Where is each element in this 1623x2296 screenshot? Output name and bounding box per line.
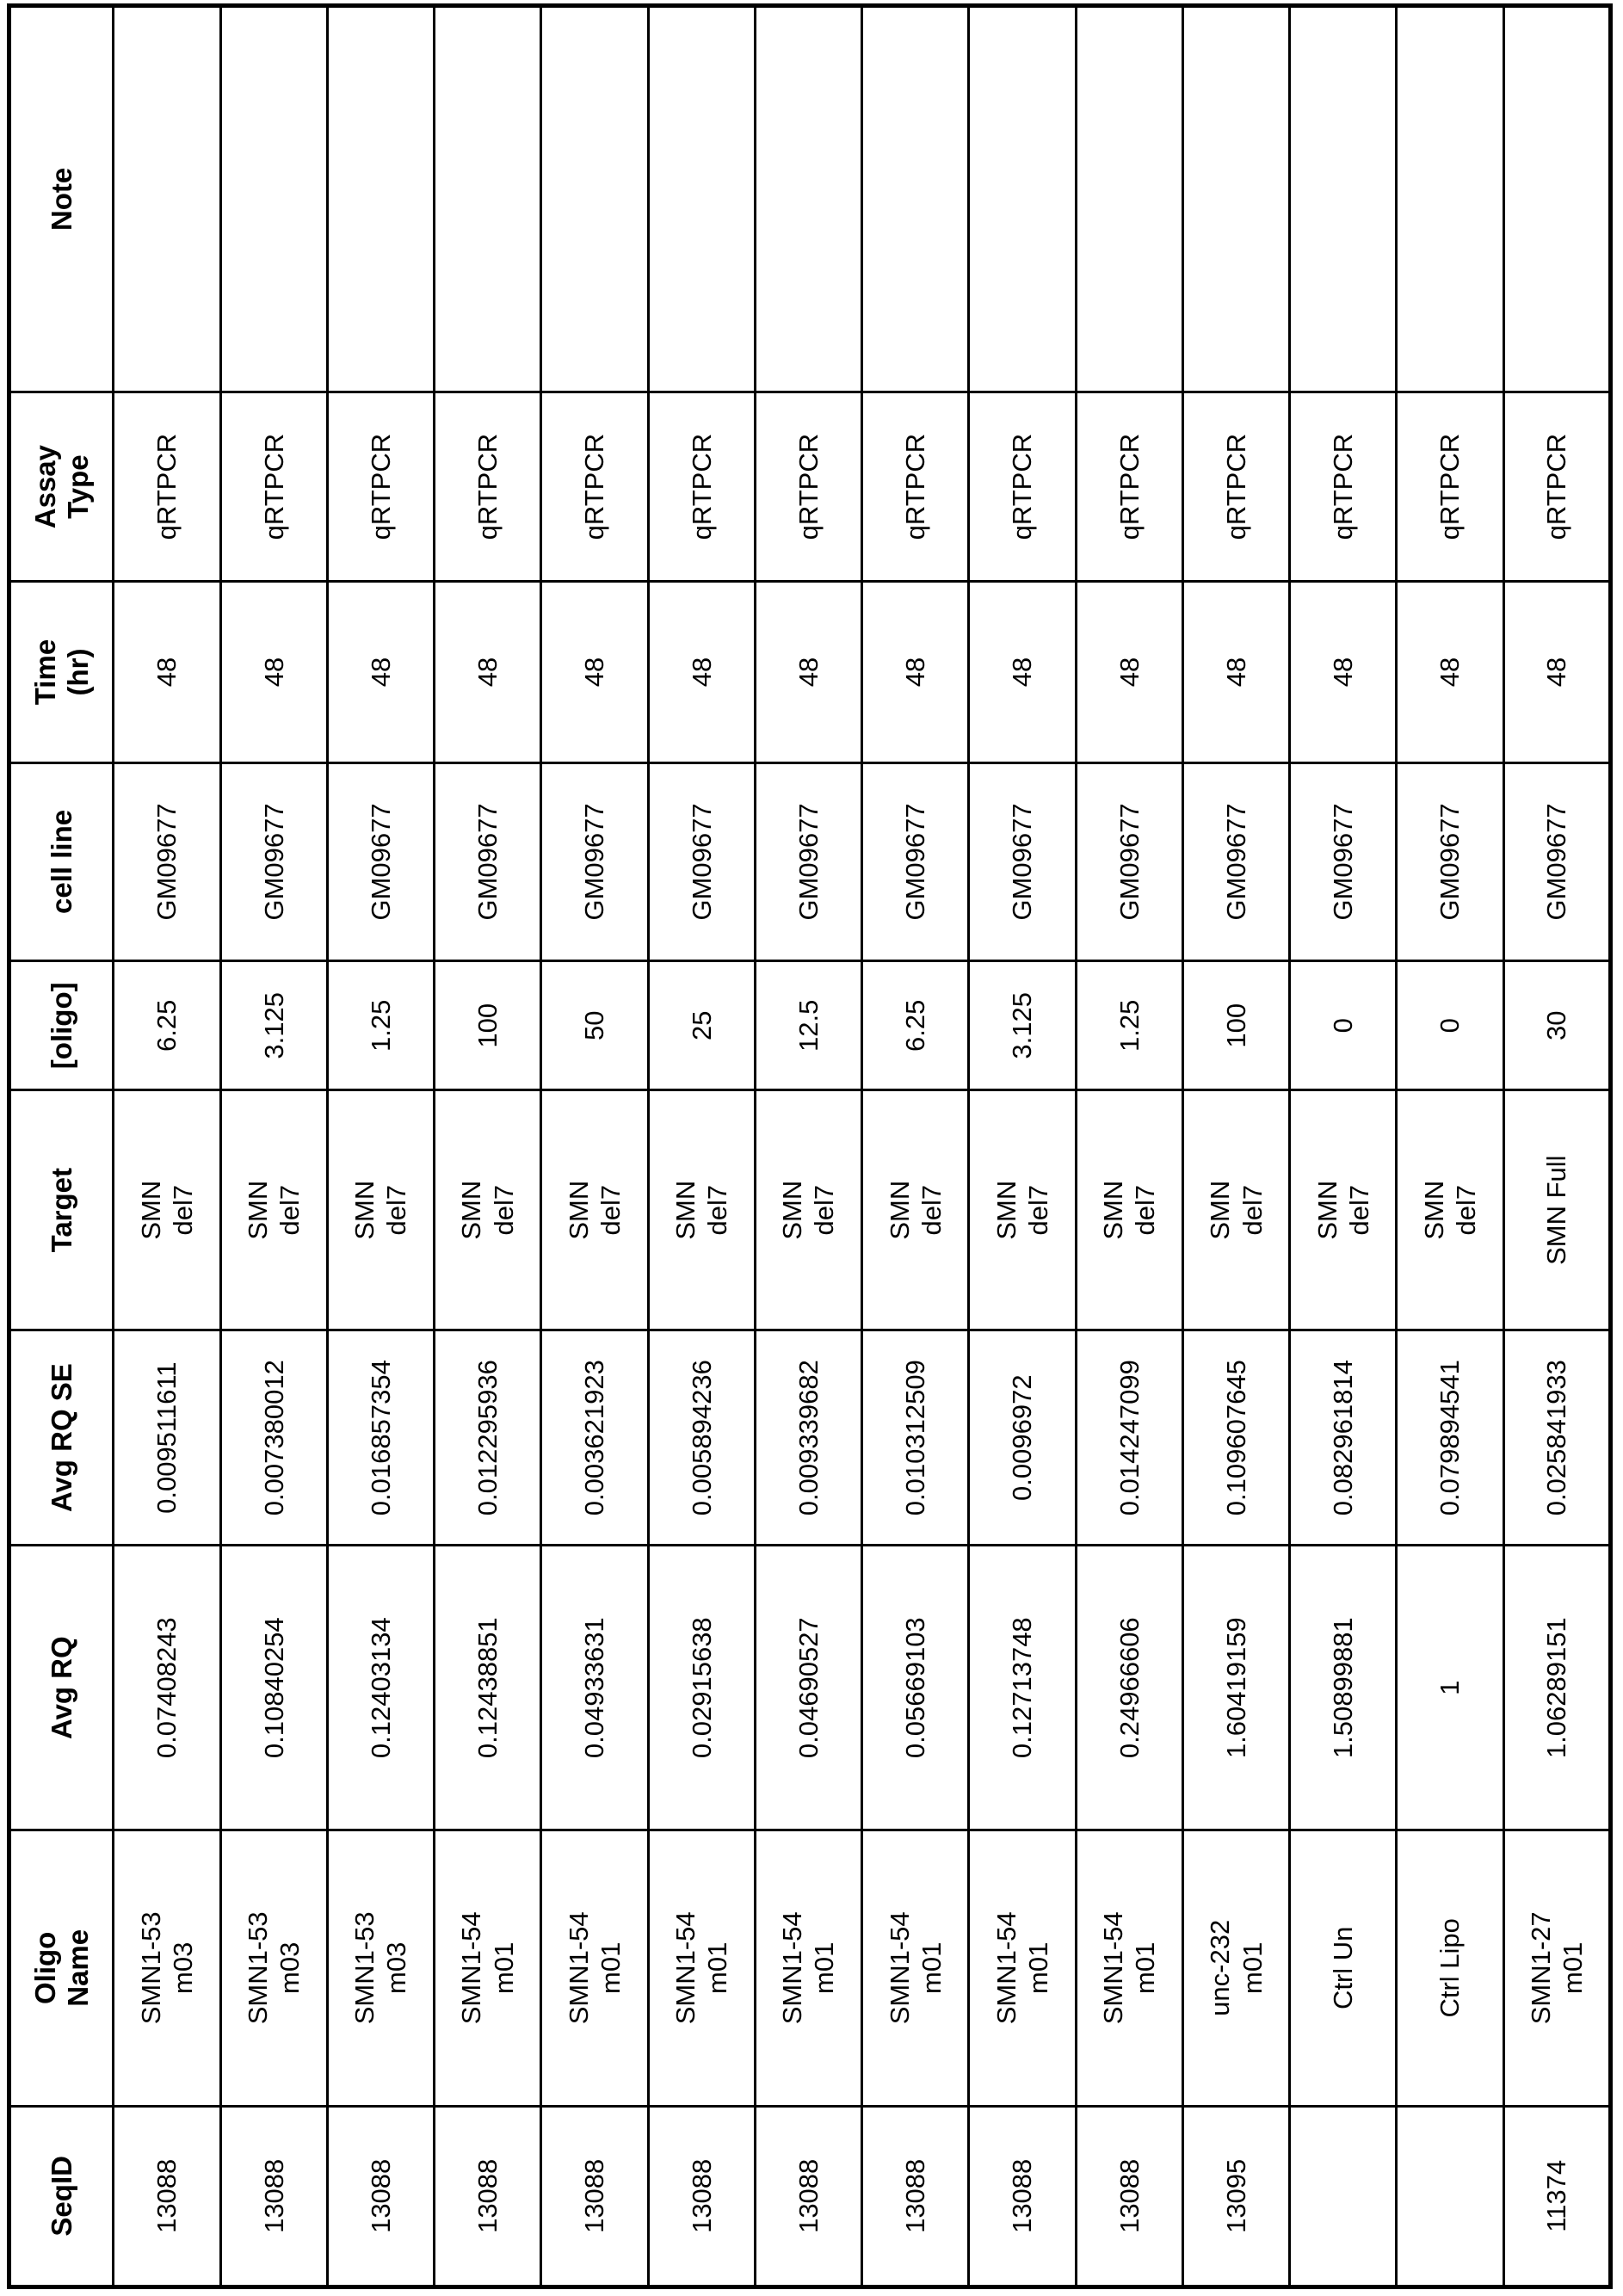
- table-cell: 0.009339682: [755, 1330, 861, 1545]
- table-cell: 48: [1397, 582, 1503, 762]
- table-cell: 48: [114, 582, 220, 762]
- table-cell: GM09677: [1290, 762, 1397, 960]
- table-cell: SMN1-54 m01: [435, 1830, 541, 2107]
- table-cell: qRTPCR: [1503, 392, 1610, 581]
- column-header-note: Note: [9, 6, 114, 392]
- table-cell: [1182, 6, 1289, 392]
- table-cell: GM09677: [541, 762, 648, 960]
- table-cell: GM09677: [1182, 762, 1289, 960]
- table-cell: qRTPCR: [327, 392, 434, 581]
- table-cell: 0: [1290, 961, 1397, 1090]
- table-cell: 48: [435, 582, 541, 762]
- data-table: [7, 3, 1613, 2289]
- table-cell: qRTPCR: [1076, 392, 1182, 581]
- table-cell: [1397, 2106, 1503, 2287]
- table-cell: qRTPCR: [220, 392, 327, 581]
- table-cell: 0.109607645: [1182, 1330, 1289, 1545]
- table-cell: SMN del7: [327, 1090, 434, 1330]
- table-cell: 6.25: [862, 961, 969, 1090]
- table-cell: SMN del7: [114, 1090, 220, 1330]
- table-cell: [1397, 6, 1503, 392]
- table-cell: SMN1-54 m01: [648, 1830, 755, 2107]
- table-cell: SMN1-54 m01: [862, 1830, 969, 2107]
- table-cell: 1.60419159: [1182, 1546, 1289, 1830]
- table-row: [327, 6, 434, 2287]
- table-row: [1397, 6, 1503, 2287]
- table-cell: 0.009511611: [114, 1330, 220, 1545]
- table-cell: 0.025841933: [1503, 1330, 1610, 1545]
- table-cell: SMN1-54 m01: [755, 1830, 861, 2107]
- table-row: [1290, 6, 1397, 2287]
- table-cell: GM09677: [648, 762, 755, 960]
- table-cell: qRTPCR: [1290, 392, 1397, 581]
- table-cell: 13088: [541, 2106, 648, 2287]
- table-row: [435, 6, 541, 2287]
- table-cell: qRTPCR: [755, 392, 861, 581]
- table-cell: 0: [1397, 961, 1503, 1090]
- table-cell: [1076, 6, 1182, 392]
- table-cell: GM09677: [1397, 762, 1503, 960]
- rotated-table-container: [7, 3, 1613, 2289]
- column-header-time: Time (hr): [9, 582, 114, 762]
- table-cell: SMN del7: [862, 1090, 969, 1330]
- column-header-avg-rq: Avg RQ: [9, 1546, 114, 1830]
- table-cell: GM09677: [220, 762, 327, 960]
- column-header-oligo-name: Oligo Name: [9, 1830, 114, 2107]
- table-row: [1182, 6, 1289, 2287]
- table-cell: 13088: [1076, 2106, 1182, 2287]
- table-cell: qRTPCR: [435, 392, 541, 581]
- table-cell: GM09677: [755, 762, 861, 960]
- table-cell: 0.24966606: [1076, 1546, 1182, 1830]
- table-cell: 48: [755, 582, 861, 762]
- table-cell: 48: [541, 582, 648, 762]
- table-cell: 0.014247099: [1076, 1330, 1182, 1545]
- table-cell: SMN del7: [435, 1090, 541, 1330]
- table-cell: Ctrl Lipo: [1397, 1830, 1503, 2107]
- table-cell: 0.079894541: [1397, 1330, 1503, 1545]
- table-cell: SMN del7: [1397, 1090, 1503, 1330]
- table-row: [1503, 6, 1610, 2287]
- table-row: [541, 6, 648, 2287]
- table-cell: 3.125: [969, 961, 1076, 1090]
- table-cell: 0.012295936: [435, 1330, 541, 1545]
- table-cell: SMN1-54 m01: [541, 1830, 648, 2107]
- table-cell: SMN1-54 m01: [1076, 1830, 1182, 2107]
- table-cell: 0.07408243: [114, 1546, 220, 1830]
- table-cell: 25: [648, 961, 755, 1090]
- table-cell: 0.0096972: [969, 1330, 1076, 1545]
- table-cell: qRTPCR: [114, 392, 220, 581]
- table-cell: GM09677: [1076, 762, 1182, 960]
- table-cell: 0.12403134: [327, 1546, 434, 1830]
- table-cell: 48: [1076, 582, 1182, 762]
- table-cell: 1.06289151: [1503, 1546, 1610, 1830]
- table-cell: 48: [1182, 582, 1289, 762]
- table-cell: 48: [862, 582, 969, 762]
- header-row: [9, 6, 114, 2287]
- table-cell: unc-232 m01: [1182, 1830, 1289, 2107]
- table-cell: 0.04690527: [755, 1546, 861, 1830]
- table-cell: 0.005894236: [648, 1330, 755, 1545]
- table-row: [648, 6, 755, 2287]
- table-cell: qRTPCR: [1397, 392, 1503, 581]
- table-row: [969, 6, 1076, 2287]
- table-row: [755, 6, 861, 2287]
- table-cell: 48: [648, 582, 755, 762]
- table-cell: SMN del7: [755, 1090, 861, 1330]
- column-header-cell-line: cell line: [9, 762, 114, 960]
- table-cell: 0.082961814: [1290, 1330, 1397, 1545]
- table-cell: 0.10840254: [220, 1546, 327, 1830]
- table-cell: 0.04933631: [541, 1546, 648, 1830]
- table-cell: 1.25: [327, 961, 434, 1090]
- table-cell: 50: [541, 961, 648, 1090]
- table-row: [862, 6, 969, 2287]
- table-cell: 0.003621923: [541, 1330, 648, 1545]
- table-cell: qRTPCR: [648, 392, 755, 581]
- table-cell: 0.007380012: [220, 1330, 327, 1545]
- table-row: [114, 6, 220, 2287]
- table-cell: SMN del7: [969, 1090, 1076, 1330]
- table-cell: 1.50899881: [1290, 1546, 1397, 1830]
- table-cell: 6.25: [114, 961, 220, 1090]
- table-cell: 100: [1182, 961, 1289, 1090]
- table-cell: SMN del7: [1182, 1090, 1289, 1330]
- table-cell: SMN del7: [648, 1090, 755, 1330]
- table-cell: 30: [1503, 961, 1610, 1090]
- table-cell: SMN1-54 m01: [969, 1830, 1076, 2107]
- table-cell: 13088: [114, 2106, 220, 2287]
- table-cell: 13088: [435, 2106, 541, 2287]
- table-cell: qRTPCR: [1182, 392, 1289, 581]
- table-cell: GM09677: [435, 762, 541, 960]
- table-cell: 48: [969, 582, 1076, 762]
- column-header-target: Target: [9, 1090, 114, 1330]
- table-cell: SMN1-53 m03: [220, 1830, 327, 2107]
- table-cell: SMN1-27 m01: [1503, 1830, 1610, 2107]
- column-header-oligo-conc: [oligo]: [9, 961, 114, 1090]
- table-cell: [327, 6, 434, 392]
- table-cell: GM09677: [114, 762, 220, 960]
- table-cell: GM09677: [969, 762, 1076, 960]
- table-cell: 12.5: [755, 961, 861, 1090]
- table-cell: GM09677: [862, 762, 969, 960]
- table-cell: SMN1-53 m03: [114, 1830, 220, 2107]
- table-cell: qRTPCR: [862, 392, 969, 581]
- table-cell: SMN Full: [1503, 1090, 1610, 1330]
- column-header-assay-type: Assay Type: [9, 392, 114, 581]
- table-cell: 1: [1397, 1546, 1503, 1830]
- table-cell: 0.05669103: [862, 1546, 969, 1830]
- table-cell: Ctrl Un: [1290, 1830, 1397, 2107]
- table-cell: 48: [220, 582, 327, 762]
- table-cell: 1.25: [1076, 961, 1182, 1090]
- table-cell: [755, 6, 861, 392]
- table-cell: 0.010312509: [862, 1330, 969, 1545]
- table-cell: [1503, 6, 1610, 392]
- table-cell: 0.12713748: [969, 1546, 1076, 1830]
- table-cell: 0.016857354: [327, 1330, 434, 1545]
- table-cell: 13088: [648, 2106, 755, 2287]
- table-cell: [220, 6, 327, 392]
- table-cell: 13088: [220, 2106, 327, 2287]
- table-cell: 13095: [1182, 2106, 1289, 2287]
- table-cell: [541, 6, 648, 392]
- table-cell: SMN del7: [1290, 1090, 1397, 1330]
- table-cell: [1290, 2106, 1397, 2287]
- table-cell: 13088: [862, 2106, 969, 2287]
- table-cell: 48: [327, 582, 434, 762]
- table-cell: 0.02915638: [648, 1546, 755, 1830]
- table-cell: [648, 6, 755, 392]
- table-cell: SMN1-53 m03: [327, 1830, 434, 2107]
- table-cell: 13088: [969, 2106, 1076, 2287]
- table-cell: qRTPCR: [541, 392, 648, 581]
- table-cell: 48: [1290, 582, 1397, 762]
- table-cell: SMN del7: [1076, 1090, 1182, 1330]
- column-header-seqid: SeqID: [9, 2106, 114, 2287]
- table-cell: [862, 6, 969, 392]
- column-header-avg-rq-se: Avg RQ SE: [9, 1330, 114, 1545]
- table-cell: [1290, 6, 1397, 392]
- table-cell: SMN del7: [220, 1090, 327, 1330]
- table-row: [220, 6, 327, 2287]
- table-cell: 13088: [327, 2106, 434, 2287]
- table-cell: GM09677: [1503, 762, 1610, 960]
- table-cell: 100: [435, 961, 541, 1090]
- table-cell: 3.125: [220, 961, 327, 1090]
- table-cell: GM09677: [327, 762, 434, 960]
- table-cell: qRTPCR: [969, 392, 1076, 581]
- table-cell: 0.12438851: [435, 1546, 541, 1830]
- table-cell: SMN del7: [541, 1090, 648, 1330]
- table-cell: 13088: [755, 2106, 861, 2287]
- table-cell: [435, 6, 541, 392]
- table-cell: [969, 6, 1076, 392]
- table-cell: [114, 6, 220, 392]
- table-cell: 48: [1503, 582, 1610, 762]
- table-row: [1076, 6, 1182, 2287]
- table-cell: 11374: [1503, 2106, 1610, 2287]
